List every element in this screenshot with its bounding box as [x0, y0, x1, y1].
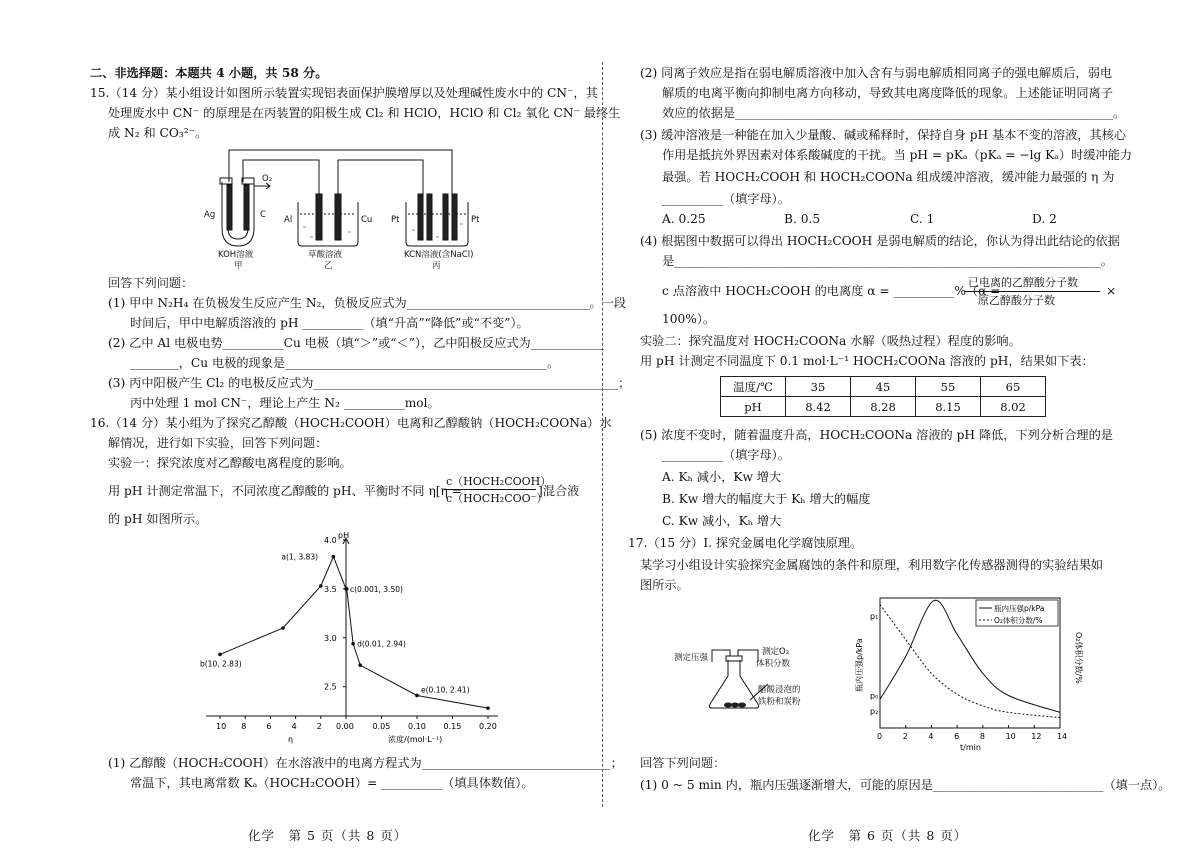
x-tick-label-eta: 8 — [241, 722, 247, 731]
table-cell: 8.02 — [981, 397, 1046, 417]
x-tick-label: 8 — [979, 732, 985, 741]
data-point — [358, 663, 362, 667]
x-tick-label-eta: 0.00 — [336, 722, 354, 731]
option-5c: C. Kw 减小，Kₕ 增大 — [662, 514, 782, 528]
option-5b: B. Kw 增大的幅度大于 Kₕ 增大的幅度 — [662, 492, 871, 506]
q16-sub3-line4: __________（填字母）。 — [662, 192, 790, 206]
q16-exp1: 实验一：探究浓度对乙醇酸电离程度的影响。 — [108, 456, 352, 470]
x-tick-label: 10 — [1005, 732, 1016, 741]
q16-sub4-alpha-prefix: c 点溶液中 HOCH₂COOH 的电离度 α = __________%（α = — [662, 284, 1001, 298]
x-axis-label-eta: η — [288, 735, 294, 744]
q16-eta-def-suffix: ]混合液 — [538, 484, 580, 498]
table-cell: 温度/℃ — [721, 377, 786, 397]
q16-sub2-line2: 解质的电离平衡向抑制电离方向移动，导致其电离度降低的现象。上述能证明同离子 — [662, 86, 1113, 100]
q15-sub3-line2: 丙中处理 1 mol CN⁻，理论上产生 N₂ __________mol。 — [130, 396, 440, 410]
data-point — [351, 642, 355, 646]
q15-line-1: 15.（14 分）某小组设计如图所示装置实现铝表面保护膜增厚以及处理碱性废水中的 CN⁻，其 — [90, 86, 598, 100]
q16-line-4: 的 pH 如图所示。 — [108, 512, 208, 526]
data-point — [486, 706, 490, 710]
page-footer-right: 化学 第 6 页（共 8 页） — [808, 828, 968, 843]
q16-exp2-desc: 用 pH 计测定不同温度下 0.1 mol·L⁻¹ HOCH₂COONa 溶液的 pH，结果如下表： — [640, 354, 1094, 368]
label-pt-right: Pt — [471, 215, 480, 225]
y-tick-label: p₂ — [870, 707, 879, 717]
table-cell: 55 — [916, 377, 981, 397]
option-3c: C. 1 — [910, 212, 935, 226]
x-tick-label-conc: 0.05 — [372, 722, 391, 731]
q16-sub4-line4: 100%）。 — [662, 312, 716, 326]
q16-sub4-line1: (4) 根据图中数据可以得出 HOCH₂COOH 是弱电解质的结论，你认为得出此结论的依据 — [640, 234, 1120, 248]
label-powder-line2: 铁粉和炭粉 — [758, 697, 801, 707]
table-cell: 8.28 — [851, 397, 916, 417]
alpha-frac-numerator: 已电离的乙醇酸分子数 — [968, 276, 1078, 289]
data-point — [332, 555, 336, 559]
data-point — [319, 584, 323, 588]
table-cell: 45 — [851, 377, 916, 397]
q16-line-2: 解情况，进行如下实验，回答下列问题： — [108, 436, 328, 450]
q17-sub1: (1) 0 ~ 5 min 内，瓶内压强逐渐增大，可能的原因是____________________________（填一点）。 — [640, 778, 1171, 792]
q17-answer-intro: 回答下列问题： — [640, 756, 726, 770]
table-cell: 8.15 — [916, 397, 981, 417]
table-row-ph — [721, 397, 1046, 417]
q15-sub2-line1: (2) 乙中 Al 电极电势__________Cu 电极（填“＞”或“＜”），乙中阳极反应式为____________ — [108, 336, 604, 350]
q16-sub3-line3: 最强。若 HOCH₂COOH 和 HOCH₂COONa 组成缓冲溶液，缓冲能力最强的 η 为 — [662, 170, 1115, 184]
q15-line-3: 成 N₂ 和 CO₃²⁻。 — [108, 126, 208, 140]
y-tick-label: 4.0 — [324, 536, 337, 545]
section-title: 二、非选择题：本题共 4 小题，共 58 分。 — [90, 66, 328, 80]
x-tick-label: 2 — [902, 732, 908, 741]
alpha-times: × — [1106, 284, 1117, 298]
label-pt-left: Pt — [391, 215, 400, 225]
pchart-legend — [976, 600, 1058, 626]
temperature-ph-table — [720, 376, 1046, 417]
q15-sub1-line1: (1) 甲中 N₂H₄ 在负极发生反应产生 N₂，负极反应式为______________________________。一段 — [108, 296, 627, 310]
caption-yi: 乙 — [324, 261, 333, 270]
ph-eta-concentration-chart — [188, 530, 508, 748]
x-axis-label-time: t/min — [960, 743, 981, 752]
option-5a: A. Kₕ 减小，Kw 增大 — [662, 470, 782, 484]
label-measure-o2-line1: 测定O₂ — [762, 647, 790, 657]
label-ag: Ag — [204, 210, 216, 220]
label-o2: O₂ — [262, 174, 273, 184]
q16-line-1: 16.（14 分）某小组为了探究乙醇酸（HOCH₂COOH）电离和乙醇酸钠（HOCH₂COONa）水 — [90, 416, 612, 430]
q16-eta-def-prefix: 用 pH 计测定常温下，不同浓度乙醇酸的 pH、平衡时不同 η[η = — [108, 484, 462, 498]
q16-sub2-line3: 效应的依据是______________________________________________________________。 — [662, 106, 1126, 120]
column-divider — [602, 62, 603, 807]
y-tick-label: 3.0 — [324, 633, 337, 643]
x-tick-label-eta: 2 — [316, 722, 322, 731]
q15-answer-intro: 回答下列问题： — [108, 276, 194, 290]
point-label-a: a(1, 3.83) — [281, 552, 319, 562]
data-point — [415, 694, 419, 698]
x-tick-label: 4 — [928, 732, 934, 741]
x-tick-label-eta: 6 — [266, 722, 272, 731]
caption-oxalic: 草酸溶液 — [308, 250, 343, 260]
eta-frac-bar — [444, 489, 536, 490]
q16-sub5-line1: (5) 浓度不变时，随着温度升高，HOCH₂COONa 溶液的 pH 降低，下列分析合理的是 — [640, 428, 1113, 442]
q16-sub3-line1: (3) 缓冲溶液是一种能在加入少量酸、碱或稀释时，保持自身 pH 基本不变的溶液，其核心 — [640, 128, 1127, 142]
electrolysis-apparatus-figure — [198, 142, 498, 270]
q16-sub2-line1: (2) 同离子效应是指在弱电解质溶液中加入含有与弱电解质相同离子的强电解质后，弱电 — [640, 66, 1113, 80]
q17-line-1: 17.（15 分）Ⅰ. 探究金属电化学腐蚀原理。 — [628, 536, 863, 550]
q15-sub2-line2: ________，Cu 电极的现象是___________________________________________。 — [130, 356, 560, 370]
point-label-d: d(0.01, 2.94) — [357, 639, 406, 649]
option-3a: A. 0.25 — [662, 212, 706, 226]
option-3d: D. 2 — [1032, 212, 1057, 226]
x-tick-label-conc: 0.10 — [408, 722, 426, 731]
x-tick-label-eta: 4 — [291, 722, 297, 731]
caption-bing: 丙 — [432, 261, 441, 270]
x-tick-label-eta: 10 — [216, 722, 227, 731]
y-tick-label: p₀ — [870, 691, 879, 701]
x-axis-label-concentration: 浓度/(mol·L⁻¹) — [388, 735, 443, 744]
legend-pressure: 瓶内压强p/kPa — [994, 604, 1045, 613]
x-tick-label: 0 — [877, 732, 883, 741]
y-axis-label-ph: pH — [338, 531, 350, 540]
page-footer-left: 化学 第 5 页（共 8 页） — [248, 828, 408, 843]
y-tick-label: p₁ — [870, 612, 879, 622]
q16-sub5-line2: __________（填字母）。 — [662, 448, 790, 462]
label-c: C — [260, 210, 266, 220]
table-cell: 8.42 — [786, 397, 851, 417]
x-tick-label-conc: 0.20 — [479, 722, 497, 731]
eta-frac-denominator: c（HOCH₂COO⁻） — [446, 492, 548, 505]
q15-sub1-line2: 时间后，甲中电解质溶液的 pH __________（填“升高”“降低”或“不变”）。 — [130, 316, 529, 330]
q16-exp2: 实验二：探究温度对 HOCH₂COONa 水解（吸热过程）程度的影响。 — [640, 334, 1021, 348]
legend-o2: O₂体积分数/% — [994, 616, 1043, 625]
label-al: Al — [284, 215, 293, 225]
caption-kcn: KCN溶液(含NaCl) — [404, 250, 474, 260]
data-point — [281, 626, 285, 630]
q16-sub4-line2: 是______________________________________________________________________。 — [662, 254, 1113, 268]
label-measure-o2-line2: 体积分数 — [756, 659, 791, 669]
caption-koh: KOH溶液 — [218, 250, 254, 260]
q16-sub1-line1: (1) 乙醇酸（HOCH₂COOH）在水溶液中的电离方程式为_______________________________； — [108, 756, 623, 770]
table-cell: 65 — [981, 377, 1046, 397]
q15-line-2: 处理废水中 CN⁻ 的原理是在丙装置的阳极生成 Cl₂ 和 HClO，HClO 和 Cl₂ 氧化 CN⁻ 最终生 — [108, 106, 621, 120]
q15-sub3-line1: (3) 丙中阳极产生 Cl₂ 的电极反应式为__________________________________________________； — [108, 376, 631, 390]
x-tick-label-conc: 0.15 — [443, 722, 462, 731]
eta-frac-numerator: c（HOCH₂COOH） — [446, 475, 552, 488]
data-point — [218, 653, 222, 657]
y-axis-label-o2: O₂体积分数/% — [1074, 632, 1083, 684]
table-cell: 35 — [786, 377, 851, 397]
point-label-c: c(0.001, 3.50) — [350, 584, 403, 594]
option-3b: B. 0.5 — [784, 212, 821, 226]
y-axis-label-pressure: 瓶内压强p/kPa — [855, 638, 864, 692]
flask-apparatus-figure — [672, 640, 812, 720]
label-cu: Cu — [361, 215, 373, 225]
data-point — [345, 587, 349, 591]
label-measure-pressure: 测定压强 — [674, 653, 709, 663]
x-tick-label: 12 — [1031, 732, 1042, 741]
alpha-frac-bar — [964, 291, 1100, 292]
y-tick-label: 2.5 — [324, 682, 337, 692]
y-tick-label: 3.5 — [324, 584, 337, 594]
q16-sub3-line2: 作用是抵抗外界因素对体系酸碱度的干扰。当 pH = pKₐ（pKₐ = −lg Kₐ）时缓冲能力 — [662, 148, 1133, 162]
table-cell: pH — [721, 397, 786, 417]
q16-sub1-line2: 常温下，其电离常数 Kₐ（HOCH₂COOH）= __________（填具体数值）。 — [130, 776, 534, 790]
caption-jia: 甲 — [234, 261, 243, 270]
x-tick-label: 14 — [1057, 732, 1068, 741]
x-tick-label: 6 — [954, 732, 960, 741]
q17-line-3: 图所示。 — [640, 578, 689, 592]
point-label-b: b(10, 2.83) — [200, 659, 242, 669]
q17-line-2: 某学习小组设计实验探究金属腐蚀的条件和原理，利用数字化传感器测得的实验结果如 — [640, 558, 1104, 572]
table-row-header — [721, 377, 1046, 397]
point-label-e: e(0.10, 2.41) — [421, 685, 470, 695]
alpha-frac-denominator: 原乙醇酸分子数 — [978, 294, 1055, 307]
pressure-o2-chart — [848, 592, 1096, 754]
label-powder-line1: 醋酸浸泡的 — [758, 685, 801, 695]
